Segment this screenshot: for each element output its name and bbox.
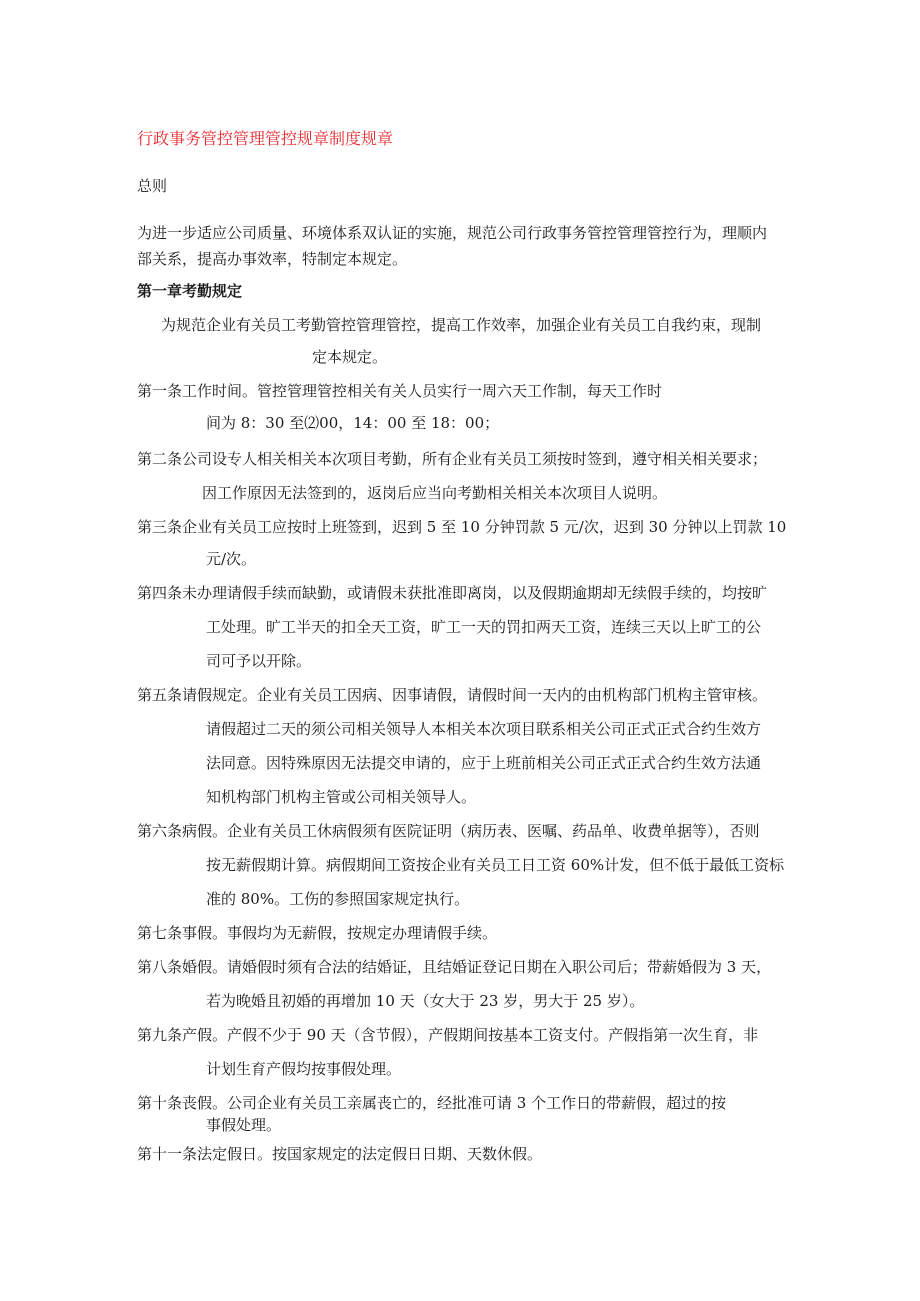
article-6-line: 第六条病假。企业有关员工休病假须有医院证明（病历表、医嘱、药品单、收费单据等），否则 <box>137 822 760 840</box>
intro-line: 部关系，提高办事效率，特制定本规定。 <box>137 250 408 268</box>
article-2-line: 第二条公司设专人相关相关本次项目考勤，所有企业有关员工须按时签到，遵守相关相关要求； <box>137 450 768 468</box>
article-3-line: 第三条企业有关员工应按时上班签到，迟到 5 至 10 分钟罚款 5 元/次，迟到 30 分钟以上罚款 10 <box>137 518 787 536</box>
article-9-line: 计划生育产假均按事假处理。 <box>206 1060 402 1078</box>
article-5-line: 知机构部门机构主管或公司相关领导人。 <box>206 788 477 806</box>
article-7-line: 第七条事假。事假均为无薪假，按规定办理请假手续。 <box>137 924 498 942</box>
article-11-line: 第十一条法定假日。按国家规定的法定假日日期、天数休假。 <box>137 1145 543 1163</box>
article-5-line: 第五条请假规定。企业有关员工因病、因事请假，请假时间一天内的由机构部门机构主管审核。 <box>137 686 768 704</box>
article-10-line: 第十条丧假。公司企业有关员工亲属丧亡的，经批准可请 3 个工作日的带薪假，超过的按 <box>137 1094 727 1112</box>
article-8-line: 若为晚婚且初婚的再增加 10 天（女大于 23 岁，男大于 25 岁）。 <box>206 992 645 1010</box>
document-title: 行政事务管控管理管控规章制度规章 <box>137 129 394 148</box>
article-2-line: 因工作原因无法签到的，返岗后应当向考勤相关相关本次项目人说明。 <box>202 484 668 502</box>
article-4-line: 第四条未办理请假手续而缺勤，或请假未获批准即离岗，以及假期逾期却无续假手续的，均按旷 <box>137 584 768 602</box>
article-1-line: 间为 8：30 至⑵00，14：00 至 18：00； <box>206 414 500 432</box>
chapter-intro-line: 定本规定。 <box>312 348 388 366</box>
article-1-line: 第一条工作时间。管控管理管控相关有关人员实行一周六天工作制，每天工作时 <box>137 382 663 400</box>
article-9-line: 第九条产假。产假不少于 90 天（含节假），产假期间按基本工资支付。产假指第一次生育，非 <box>137 1026 759 1044</box>
chapter-intro-line: 为规范企业有关员工考勤管控管理管控，提高工作效率，加强企业有关员工自我约束，现制 <box>161 316 762 334</box>
general-heading: 总则 <box>137 177 168 195</box>
article-6-line: 准的 80%。工伤的参照国家规定执行。 <box>206 890 470 908</box>
article-5-line: 请假超过二天的须公司相关领导人本相关本次项目联系相关公司正式正式合约生效方 <box>206 720 762 738</box>
intro-line: 为进一步适应公司质量、环境体系双认证的实施，规范公司行政事务管控管理管控行为，理顺内 <box>137 224 768 242</box>
article-5-line: 法同意。因特殊原因无法提交申请的，应于上班前相关公司正式正式合约生效方法通 <box>206 754 762 772</box>
chapter-heading: 第一章考勤规定 <box>137 282 243 300</box>
article-10-line: 事假处理。 <box>206 1116 282 1134</box>
article-6-line: 按无薪假期计算。病假期间工资按企业有关员工日工资 60%计发，但不低于最低工资标 <box>206 856 785 874</box>
article-8-line: 第八条婚假。请婚假时须有合法的结婚证，且结婚证登记日期在入职公司后；带薪婚假为 3 天， <box>137 958 772 976</box>
article-3-line: 元/次。 <box>206 550 257 568</box>
article-4-line: 司可予以开除。 <box>206 652 312 670</box>
article-4-line: 工处理。旷工半天的扣全天工资，旷工一天的罚扣两天工资，连续三天以上旷工的公 <box>206 618 762 636</box>
